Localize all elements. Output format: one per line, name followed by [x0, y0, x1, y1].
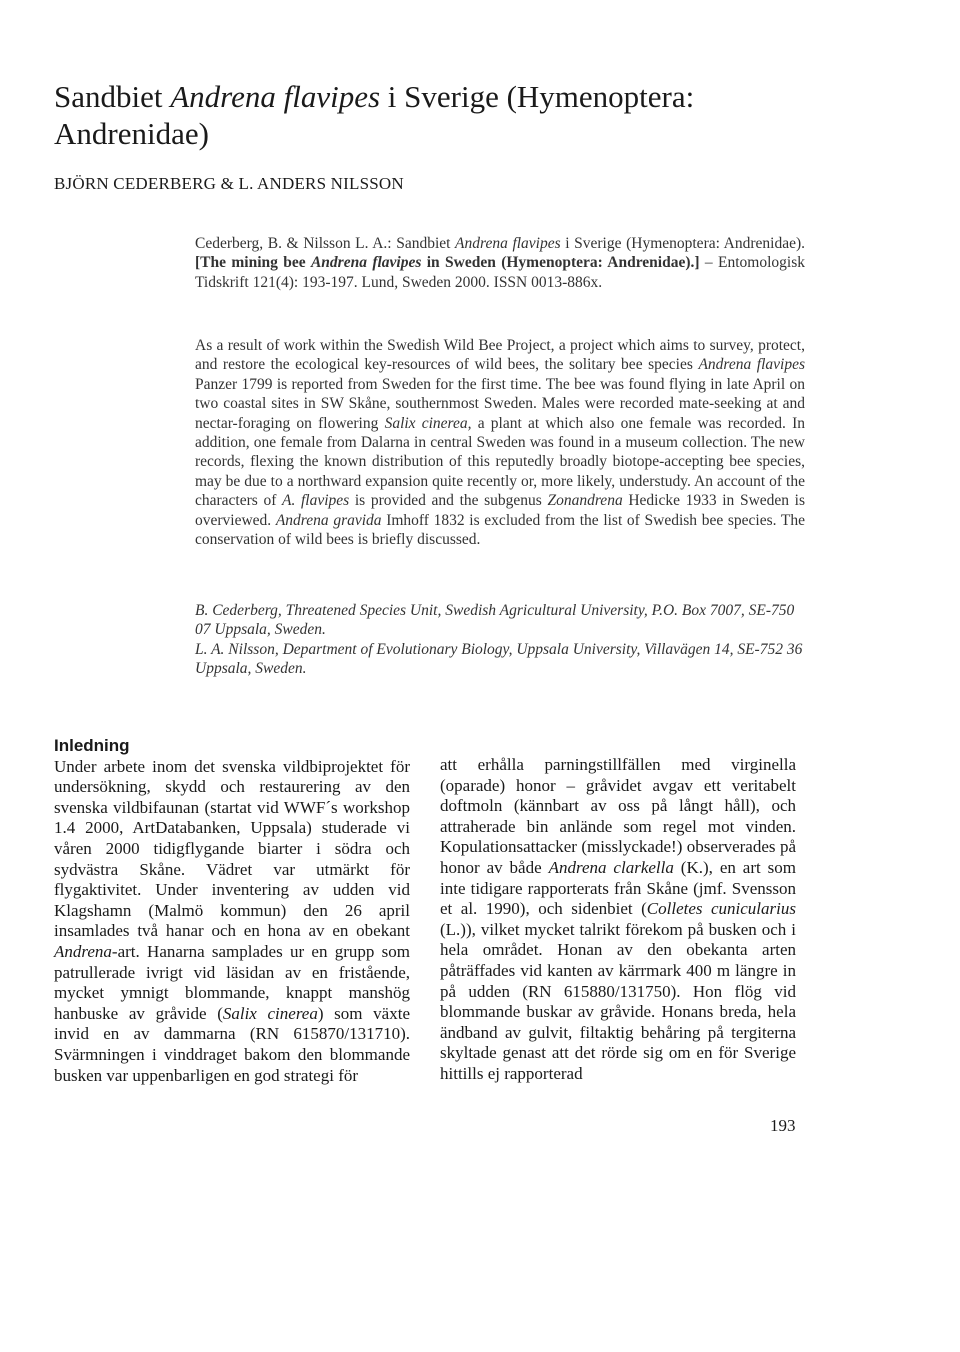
body-text: -art. Hanarna samplades ur en grupp som patrullerade ivrigt vid läsidan av en fristående, mycket ymnigt blommande, knappt manshög hanbuske av gråvide (: [54, 941, 410, 1023]
section-heading: Inledning: [54, 736, 130, 755]
body-species: Colletes cunicularius: [646, 899, 796, 919]
body-species: Salix cinerea: [222, 1003, 318, 1023]
citation-journal: – Entomologisk Tidskrift 121(4): 193-197. Lund, Sweden 2000. ISSN 0013-886x.: [195, 254, 805, 291]
title-prefix: Sandbiet: [54, 79, 171, 114]
author-address: B. Cederberg, Threatened Species Unit, Swedish Agricultural University, P.O. Box 7007, SE-750 07 Uppsala, Sweden.: [195, 602, 795, 639]
body-species: Andrena clarkella: [548, 857, 674, 877]
abstract-text: is provided and the subgenus: [349, 492, 548, 510]
abstract-species: Salix cinerea,: [384, 414, 472, 432]
abstract-species: Zonandrena: [547, 492, 623, 510]
citation-species: Andrena flavipes: [455, 235, 561, 252]
body-text: ) som växte invid en av dammarna (RN 615870/131710). Svärmningen i vinddraget bakom den blommande busken var uppenbarligen en god strategi för: [54, 1003, 410, 1085]
citation-english-title: in Sweden (Hymenoptera: Andrenidae).]: [421, 254, 700, 272]
abstract-species: A. flavipes: [282, 492, 350, 510]
left-column: [54, 736, 410, 1086]
abstract-text: Imhoff 1832 is excluded from the list of Swedish bee species. The conservation of wild bees is briefly discussed.: [195, 511, 805, 549]
body-text: Under arbete inom det svenska vildbiprojektet för undersökning, skydd och restaurering av den svenska vildbifaunan (startat vid WWF´s workshop 1.4 2000, ArtDatabanken, Uppsala) studerade vi våren 2000 tidigflygande biarter i södra och sydvästra Skåne. Vädret var utmärkt för flygaktivitet. Under inventering av udden vid Klagshamn (Malmö kommun) den 26 april insamlades två hanar och en hona av en obekant: [54, 756, 410, 941]
title-species: Andrena flavipes: [170, 79, 381, 114]
citation-text: Cederberg, B. & Nilsson L. A.: Sandbiet: [195, 235, 456, 252]
abstract-text: Panzer 1799 is reported from Sweden for the first time. The bee was found flying in late April on two coastal sites in SW Skåne, southernmost Sweden. Males were recorded mate-seeking at and nectar-foraging on flowering: [195, 375, 805, 432]
abstract-text: Hedicke 1933 in Sweden is overviewed.: [195, 492, 805, 529]
authors: BJÖRN CEDERBERG & L. ANDERS NILSSON: [54, 174, 404, 193]
citation-english-title: [The mining bee: [195, 254, 311, 272]
body-text: att erhålla parningstillfällen med virginella (oparade) honor – gråvidet avgav ett veritabelt doftmoln (kännbart av oss på långt håll), och attraherade bin anlände som regel mot vinden. Kopulationsattacker (misslyckade!) observerades på honor av både: [440, 755, 796, 877]
author-addresses: [195, 601, 805, 679]
citation-english-species: Andrena flavipes: [310, 254, 422, 272]
abstract-species: Andrena flavipes: [698, 356, 806, 374]
article-title: [54, 78, 814, 152]
page-number: 193: [770, 1116, 796, 1135]
abstract: [195, 336, 805, 549]
abstract-text: a plant at which also one female was recorded. In addition, one female from Dalarna in central Sweden was found in a museum collection. The new records, flexing the known distribution of this reputedly broadly biotope-accepting bee species, may be due to a northward expansion quite recently or, more likely, understudy. An account of the characters of: [195, 414, 805, 510]
body-species: Andrena: [54, 941, 112, 961]
citation: [195, 234, 805, 292]
body-text: (L.)), vilket mycket talrikt förekom på busken och i hela området. Honan av den obekanta arten påträffades vid kanten av kärrmark 400 m längre in på udden (RN 615880/131750). Hon flög vid blommande buskar av gråvide. Honans breda, hela ändband av gulvit, filtaktig behåring på tergiterna skyltade genast att det rörde sig om en för Sverige hittills ej rapporterad: [440, 919, 796, 1083]
abstract-text: As a result of work within the Swedish Wild Bee Project, a project which aims to survey, protect, and restore the ecological key-resources of wild bees, the solitary bee species: [195, 337, 805, 374]
right-column: [440, 755, 796, 1085]
title-suffix: i Sverige (Hymenoptera: Andrenidae): [54, 79, 695, 151]
body-paragraph: [440, 755, 796, 1085]
body-paragraph: [54, 757, 410, 1087]
author-address: L. A. Nilsson, Department of Evolutionary Biology, Uppsala University, Villavägen 14, SE-752 36 Uppsala, Sweden.: [195, 640, 803, 678]
abstract-species: Andrena gravida: [275, 511, 382, 529]
body-text: (K.), en art som inte tidigare rapporterats från Skåne (jmf. Svensson et al. 1990), och sidenbiet (: [440, 857, 796, 919]
citation-text: i Sverige (Hymenoptera: Andrenidae).: [560, 235, 805, 252]
